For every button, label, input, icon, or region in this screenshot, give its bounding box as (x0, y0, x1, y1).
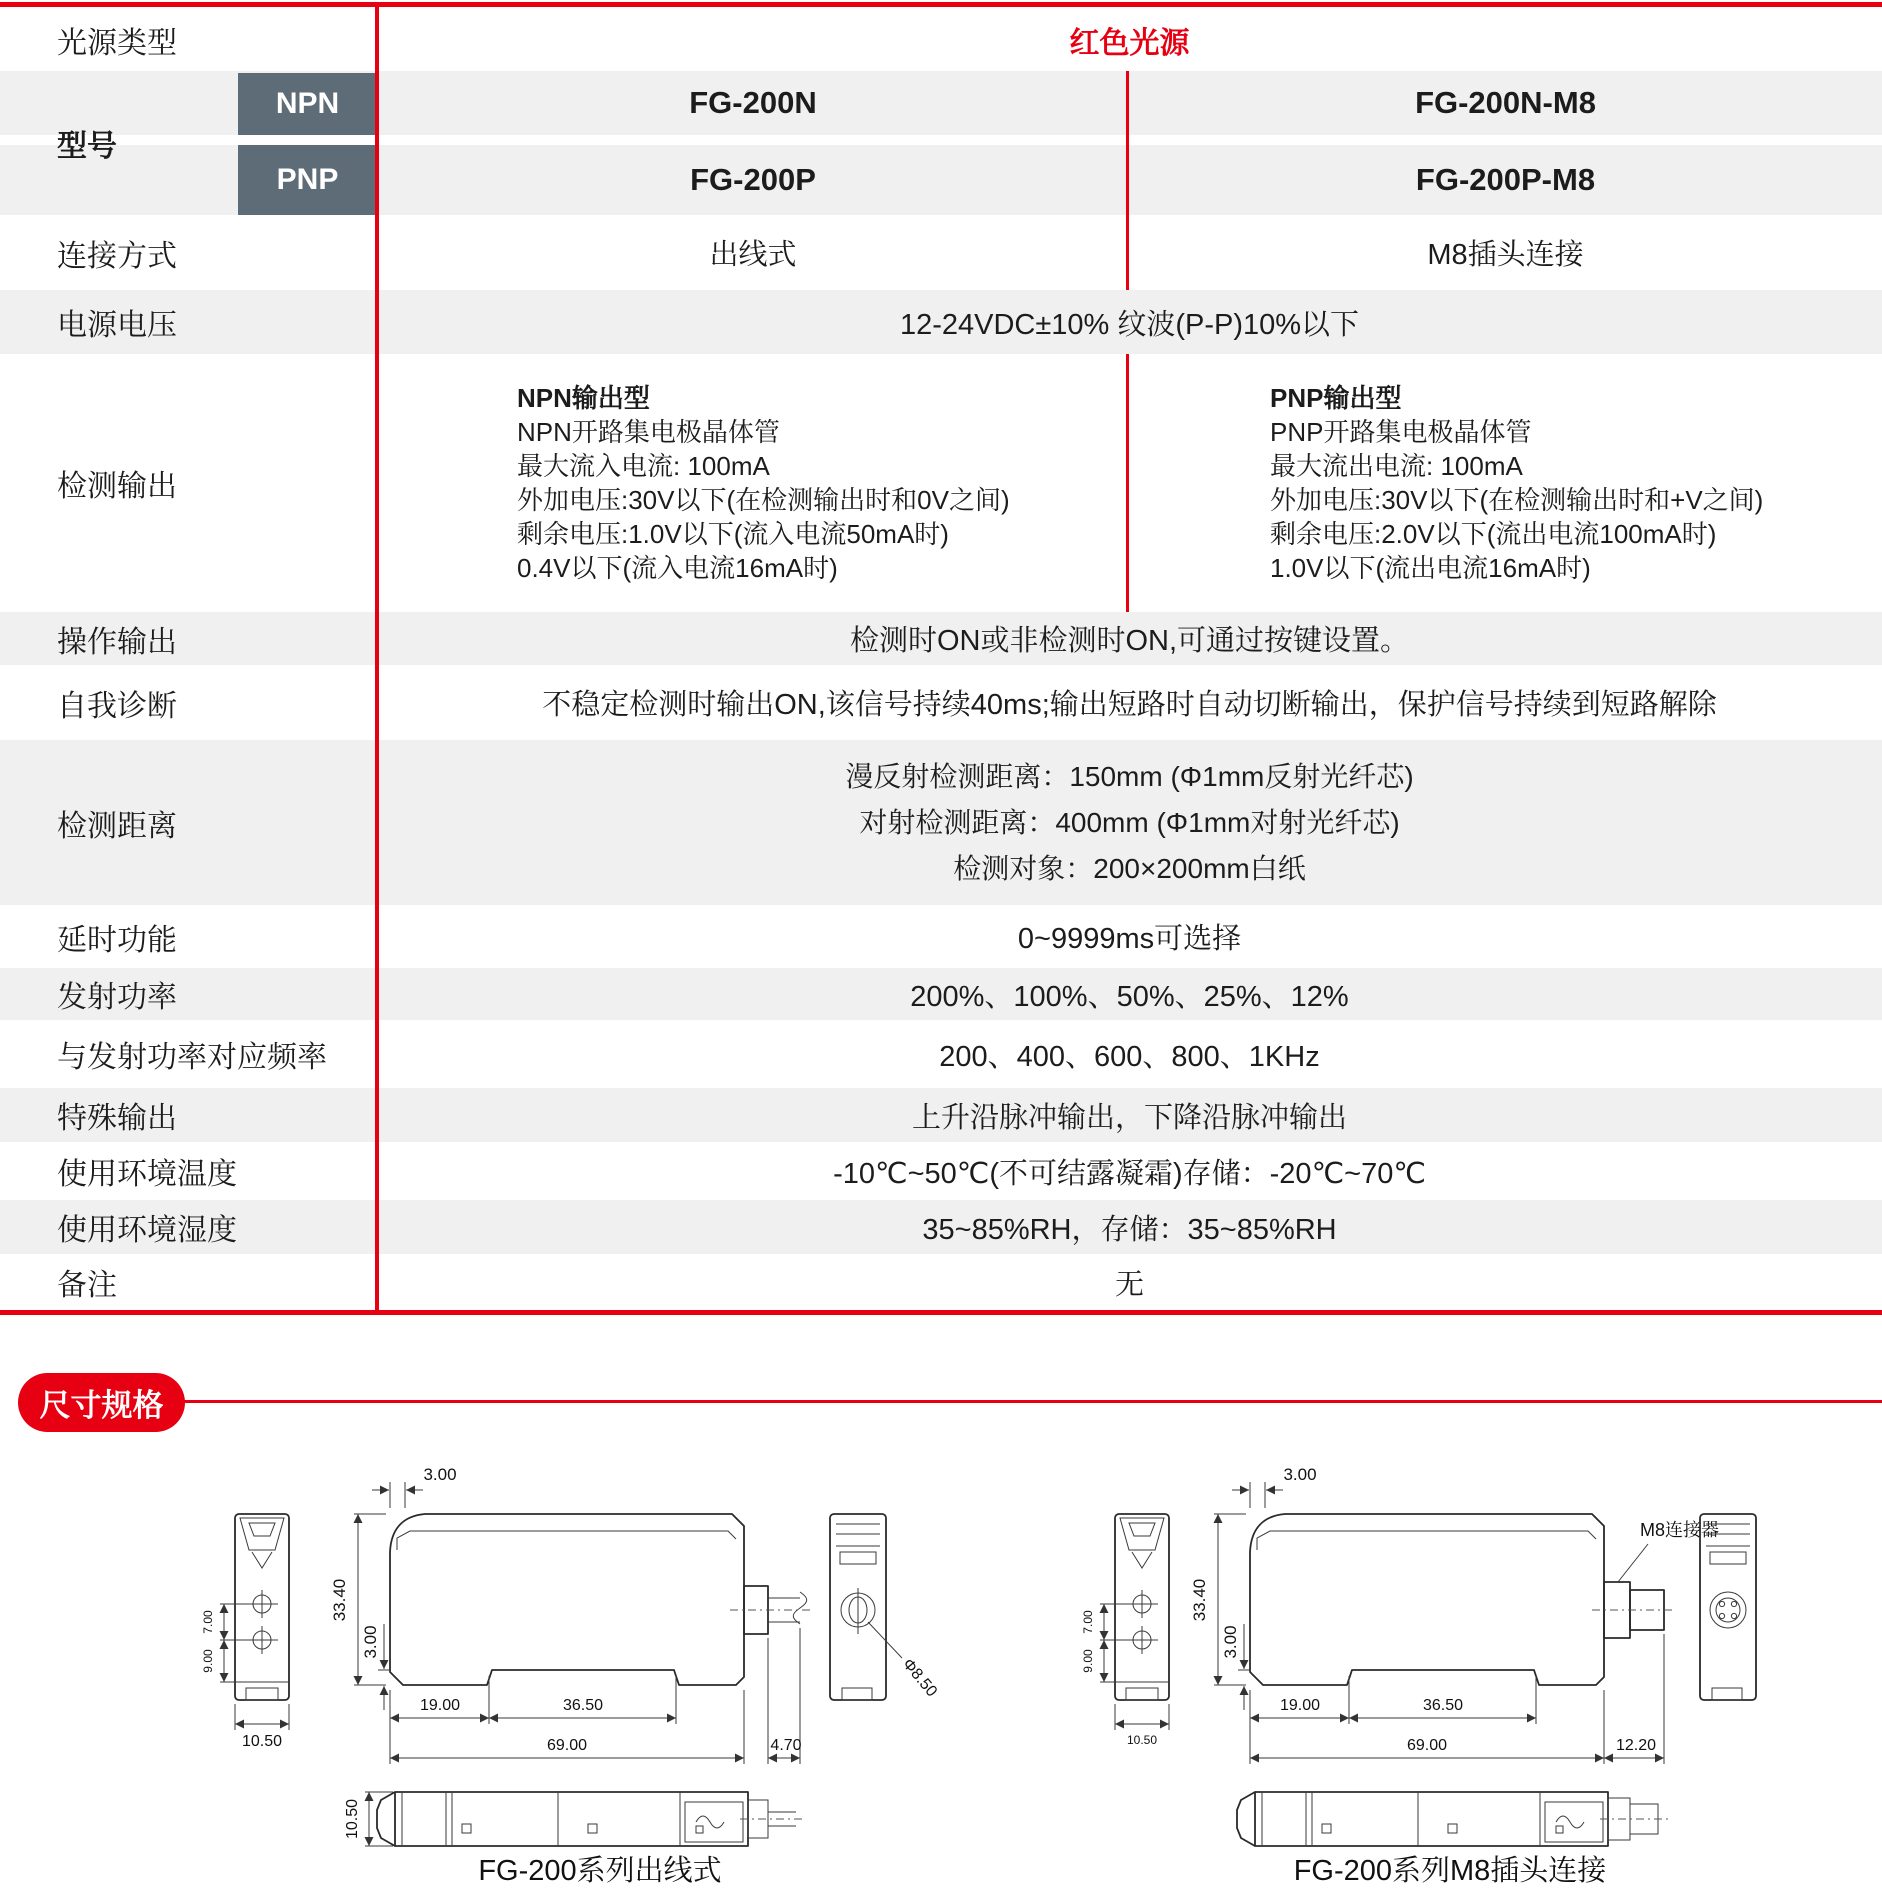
ambient-temp-value: -10℃~50℃(不可结露凝霜)存储：-20℃~70℃ (833, 1157, 1426, 1190)
dim-hole-gap: 7.00 (201, 1610, 215, 1634)
row-label: 电源电压 (57, 309, 177, 342)
connection-wire-value: 出线式 (709, 239, 797, 271)
row-ambient-humidity (0, 1200, 1882, 1254)
dim-top-offset: 3.00 (1283, 1465, 1317, 1484)
row-label: 发射功率 (57, 981, 177, 1014)
dim-seg2: 36.50 (1422, 1697, 1464, 1714)
row-label: 使用环境温度 (57, 1158, 237, 1191)
row-label: 备注 (57, 1269, 117, 1302)
row-label: 操作输出 (57, 625, 177, 659)
row-label: 自我诊断 (57, 689, 177, 723)
bottom-view (344, 1792, 806, 1846)
pnp-output-block (1127, 354, 1877, 612)
dim-bottom-height: 10.50 (344, 1798, 361, 1840)
drawing-caption-m8: FG-200系列M8插头连接 (1293, 1855, 1607, 1887)
drawing-wire-lead (140, 1452, 1020, 1894)
row-label: 特殊输出 (57, 1102, 177, 1135)
npn-output-block (377, 354, 1127, 612)
pnp-output-line: 剩余电压:2.0V以下(流出电流100mA时) (1270, 519, 1717, 549)
row-remarks (0, 1254, 1882, 1310)
bottom-view (1237, 1792, 1668, 1846)
m8-connector-label: M8连接器 (1640, 1520, 1720, 1540)
wire-lead-drawing-svg (140, 1452, 1020, 1894)
dim-cable: 4.70 (770, 1737, 802, 1754)
dim-side-width: 10.50 (241, 1733, 283, 1750)
row-label: 连接方式 (57, 239, 177, 273)
dim-seg1: 19.00 (1279, 1697, 1321, 1714)
table-main-divider (375, 2, 379, 1315)
row-label: 光源类型 (57, 26, 177, 60)
special-output-value: 上升沿脉冲输出，下降沿脉冲输出 (911, 1101, 1347, 1134)
distance-line: 检测对象：200×200mm白纸 (953, 852, 1306, 884)
row-power (0, 290, 1882, 354)
row-connection (0, 215, 1882, 290)
npn-output-line: NPN开路集电极晶体管 (517, 417, 780, 447)
npn-badge: NPN (238, 73, 377, 135)
row-operation-output (0, 612, 1882, 665)
row-label: 延时功能 (57, 923, 177, 957)
model-npn-wire: FG-200N (689, 85, 817, 120)
row-model-pnp (0, 145, 1882, 215)
frequency-value: 200、400、600、800、1KHz (939, 1040, 1320, 1073)
dim-total: 69.00 (546, 1737, 588, 1754)
model-npn-m8: FG-200N-M8 (1415, 85, 1596, 120)
delay-value: 0~9999ms可选择 (1017, 923, 1242, 955)
pnp-output-line: 最大流出电流: 100mA (1270, 451, 1523, 481)
dim-seg2: 36.50 (562, 1697, 604, 1714)
m8-drawing-svg (1000, 1452, 1880, 1894)
row-ambient-temp (0, 1142, 1882, 1200)
model-pnp-m8: FG-200P-M8 (1415, 162, 1596, 197)
pnp-output-line: 1.0V以下(流出电流16mA时) (1270, 553, 1591, 583)
table-column-divider-upper (1126, 71, 1129, 290)
self-diagnosis-value: 不稳定检测时输出ON,该信号持续40ms;输出短路时自动切断输出，保护信号持续到短路解除 (542, 689, 1717, 721)
row-label: 使用环境湿度 (57, 1214, 237, 1247)
table-bottom-rule (0, 1310, 1882, 1315)
dim-rail: 3.00 (1221, 1625, 1240, 1659)
side-view (1081, 1514, 1169, 1747)
model-pnp-wire: FG-200P (690, 162, 816, 197)
operation-output-value: 检测时ON或非检测时ON,可通过按键设置。 (849, 625, 1410, 657)
dim-hole-edge: 9.00 (201, 1649, 215, 1673)
row-label: 检测距离 (57, 809, 177, 843)
light-source-value: 红色光源 (1069, 26, 1190, 60)
end-view (1700, 1514, 1756, 1700)
row-detection-output (0, 354, 1882, 612)
front-view (330, 1465, 814, 1764)
front-view (1190, 1465, 1719, 1764)
table-top-rule (0, 2, 1882, 7)
dim-top-offset: 3.00 (423, 1465, 457, 1484)
power-value: 12-24VDC±10% 纹波(P-P)10%以下 (899, 308, 1360, 341)
dim-rail: 3.00 (361, 1625, 380, 1659)
npn-output-line: 最大流入电流: 100mA (517, 451, 770, 481)
dim-height: 33.40 (1190, 1578, 1209, 1622)
table-column-divider-lower (1126, 354, 1129, 612)
row-delay (0, 905, 1882, 968)
row-model-npn (0, 71, 1882, 135)
emit-power-value: 200%、100%、50%、25%、12% (910, 980, 1349, 1013)
dim-seg1: 19.00 (419, 1697, 461, 1714)
dimensions-section-badge: 尺寸规格 (18, 1373, 185, 1432)
distance-line: 漫反射检测距离：150mm (Φ1mm反射光纤芯) (845, 760, 1414, 792)
row-special-output (0, 1088, 1882, 1142)
distance-line: 对射检测距离：400mm (Φ1mm对射光纤芯) (859, 806, 1400, 838)
pnp-output-title: PNP输出型 (1270, 383, 1402, 413)
dim-total: 69.00 (1406, 1737, 1448, 1754)
connection-m8-value: M8插头连接 (1427, 239, 1584, 271)
ambient-humidity-value: 35~85%RH，存储：35~85%RH (922, 1213, 1337, 1246)
npn-output-title: NPN输出型 (517, 383, 650, 413)
dim-height: 33.40 (330, 1578, 349, 1622)
dim-hole-gap: 7.00 (1081, 1610, 1095, 1634)
row-label: 检测输出 (57, 470, 177, 503)
remarks-value: 无 (1114, 1268, 1144, 1301)
row-detection-distance (0, 740, 1882, 905)
row-self-diagnosis (0, 665, 1882, 740)
dim-cable-diameter: Φ8.50 (898, 1655, 941, 1701)
end-view (830, 1514, 940, 1700)
dim-connector: 12.20 (1615, 1737, 1657, 1754)
row-frequency (0, 1020, 1882, 1088)
side-view (201, 1514, 289, 1750)
dim-side-width: 10.50 (1126, 1733, 1158, 1747)
dim-hole-edge: 9.00 (1081, 1649, 1095, 1673)
detection-distance-value (377, 740, 1882, 905)
row-emit-power (0, 968, 1882, 1020)
npn-output-line: 剩余电压:1.0V以下(流入电流50mA时) (517, 519, 949, 549)
row-label-model: 型号 (57, 130, 117, 163)
drawing-caption-wire: FG-200系列出线式 (478, 1855, 722, 1887)
pnp-output-line: 外加电压:30V以下(在检测输出时和+V之间) (1270, 485, 1764, 515)
row-label: 与发射功率对应频率 (57, 1041, 327, 1074)
row-light-source (0, 8, 1882, 71)
drawing-m8 (1000, 1452, 1880, 1894)
npn-output-line: 0.4V以下(流入电流16mA时) (517, 553, 838, 583)
npn-output-line: 外加电压:30V以下(在检测输出时和0V之间) (517, 485, 1010, 515)
pnp-badge: PNP (238, 145, 377, 215)
dimensions-section-rule (180, 1400, 1882, 1403)
pnp-output-line: PNP开路集电极晶体管 (1270, 417, 1532, 447)
